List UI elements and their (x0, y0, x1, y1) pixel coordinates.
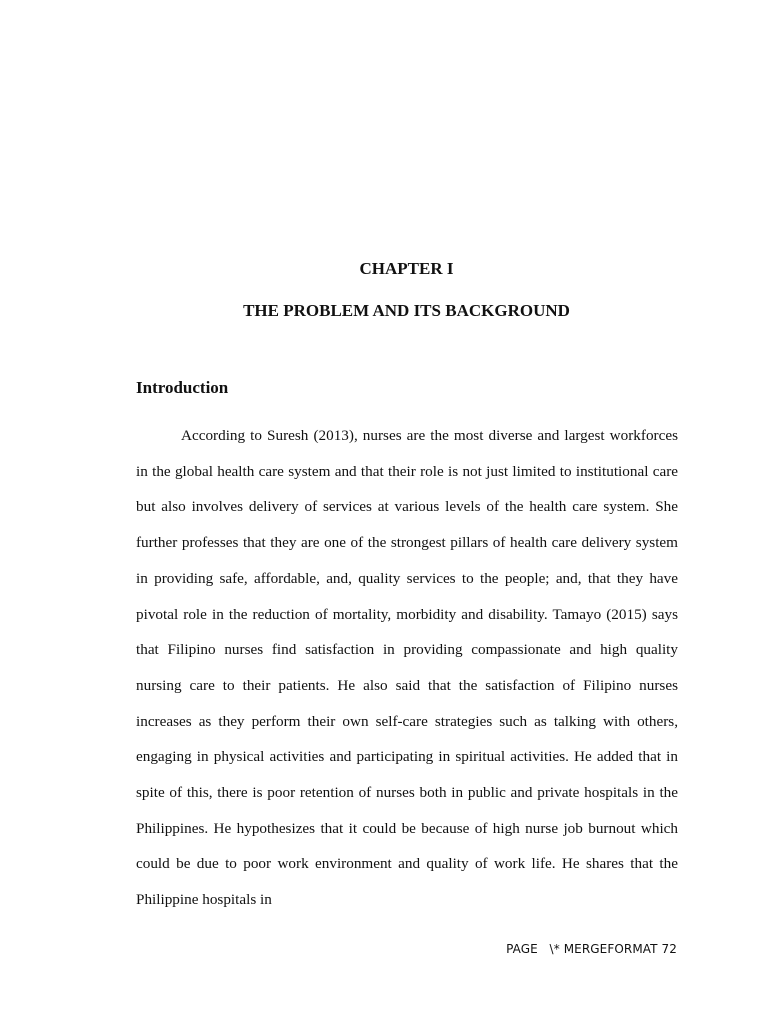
chapter-subtitle: THE PROBLEM AND ITS BACKGROUND (243, 301, 570, 320)
introduction-paragraph: According to Suresh (2013), nurses are the most diverse and largest workforces in the global health care system and that their role is not just limited to institutional care but also involves delivery of services at various levels of the health care system. She further professes that they are one of the strongest pillars of health care delivery system in providing safe, affordable, and, quality services to the people; and, that they have pivotal role in the reduction of mortality, morbidity and disability. Tamayo (2015) says that Filipino nurses find satisfaction in providing compassionate and high quality nursing care to their patients. He also said that the satisfaction of Filipino nurses increases as they perform their own self-care strategies such as talking with others, engaging in physical activities and participating in spiritual activities. He added that in spite of this, there is poor retention of nurses both in public and private hospitals in the Philippines. He hypothesizes that it could be because of high nurse job burnout which could be due to poor work environment and quality of work life. He shares that the Philippine hospitals in (136, 427, 678, 909)
chapter-title: CHAPTER I (359, 259, 454, 278)
page-footer-field: PAGE \* MERGEFORMAT 72 (506, 942, 677, 956)
section-heading-introduction: Introduction (136, 378, 229, 397)
